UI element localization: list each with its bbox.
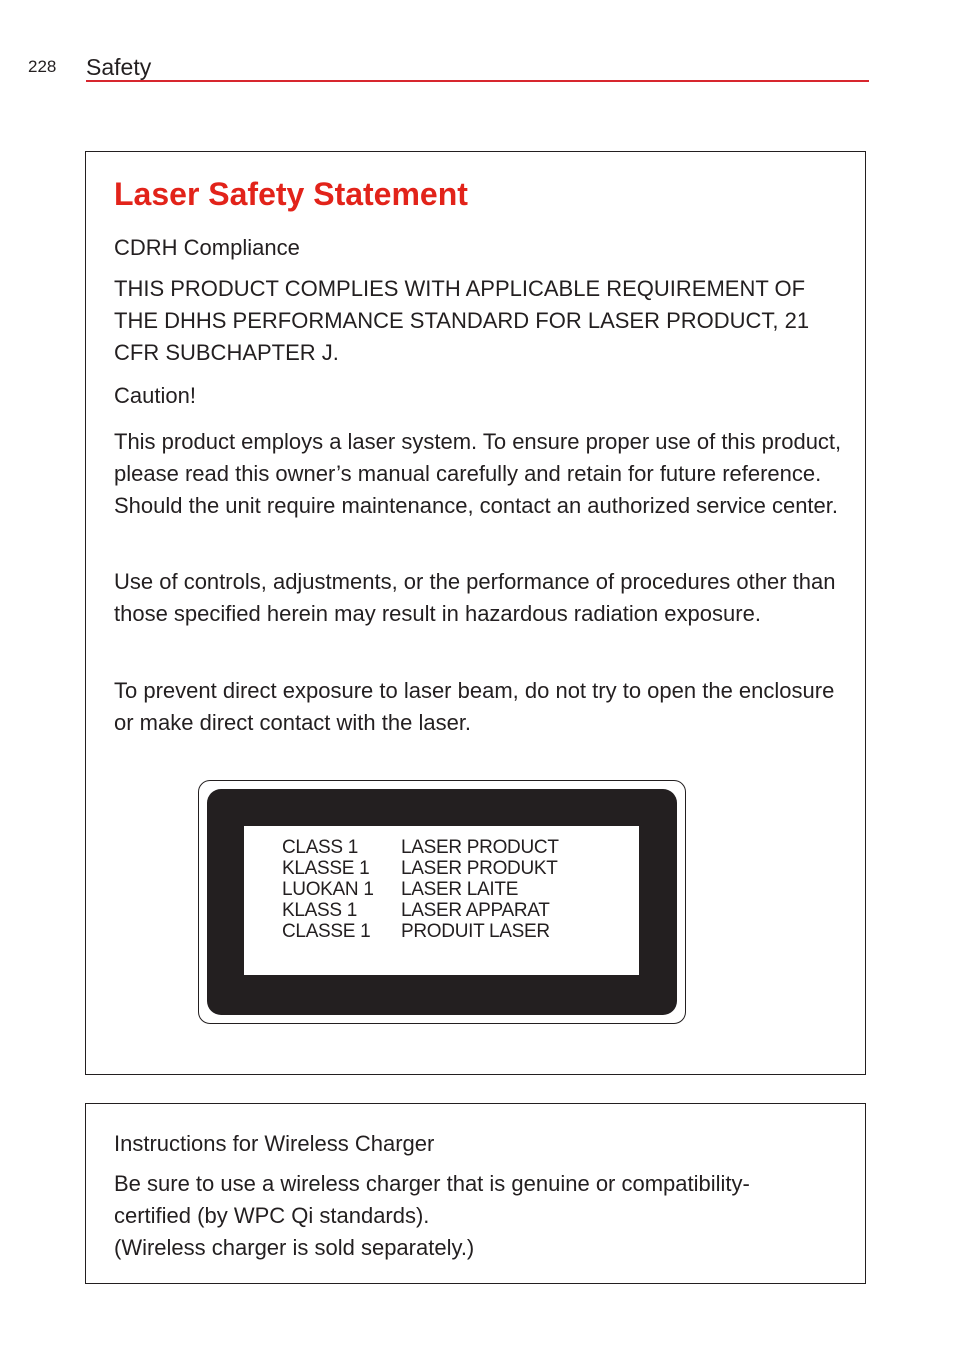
cdrh-heading: CDRH Compliance — [114, 235, 300, 260]
label-class: KLASS 1 — [282, 900, 358, 921]
laser-label-panel — [244, 826, 639, 975]
label-class: CLASS 1 — [282, 837, 359, 858]
label-class: CLASSE 1 — [282, 921, 371, 942]
wireless-charger-box — [85, 1103, 866, 1284]
laser-class-label — [198, 780, 686, 1024]
page-header — [0, 0, 954, 90]
page-number: 228 — [28, 57, 57, 76]
label-row — [282, 879, 518, 900]
caution-paragraph-1: This product employs a laser system. To ensure proper use of this product, please read this owner’s manual carefully and retain for future reference. Should the unit require maintenance, contact an authorized service center. — [114, 429, 842, 518]
caution-paragraph-3: To prevent direct exposure to laser beam, do not try to open the enclosure or make direct contact with the laser. — [114, 678, 835, 735]
label-class: KLASSE 1 — [282, 858, 370, 879]
cdrh-text: THIS PRODUCT COMPLIES WITH APPLICABLE REQUIREMENT OF THE DHHS PERFORMANCE STANDARD FOR LASER PRODUCT, 21 CFR SUBCHAPTER J. — [114, 276, 810, 365]
wireless-charger-line-2: certified (by WPC Qi standards). — [114, 1203, 430, 1228]
label-class: LUOKAN 1 — [282, 879, 374, 900]
laser-label-black-border — [207, 789, 677, 1015]
label-row — [282, 900, 550, 921]
wireless-charger-line-1: Be sure to use a wireless charger that is genuine or compatibility- — [114, 1171, 750, 1196]
label-row — [282, 858, 558, 879]
label-row — [282, 837, 559, 858]
laser-safety-title: Laser Safety Statement — [114, 176, 468, 212]
label-product: LASER PRODUCT — [401, 837, 559, 858]
section-title: Safety — [86, 54, 152, 80]
caution-heading: Caution! — [114, 383, 196, 408]
label-product: LASER APPARAT — [401, 900, 550, 921]
label-row — [282, 921, 550, 942]
wireless-charger-heading: Instructions for Wireless Charger — [114, 1131, 435, 1156]
label-product: LASER LAITE — [401, 879, 519, 900]
label-product: LASER PRODUKT — [401, 858, 558, 879]
laser-safety-box — [85, 151, 866, 1075]
label-product: PRODUIT LASER — [401, 921, 550, 942]
header-divider — [86, 80, 869, 82]
caution-paragraph-2: Use of controls, adjustments, or the performance of procedures other than those specified herein may result in hazardous radiation exposure. — [114, 569, 836, 626]
wireless-charger-line-3: (Wireless charger is sold separately.) — [114, 1235, 475, 1260]
